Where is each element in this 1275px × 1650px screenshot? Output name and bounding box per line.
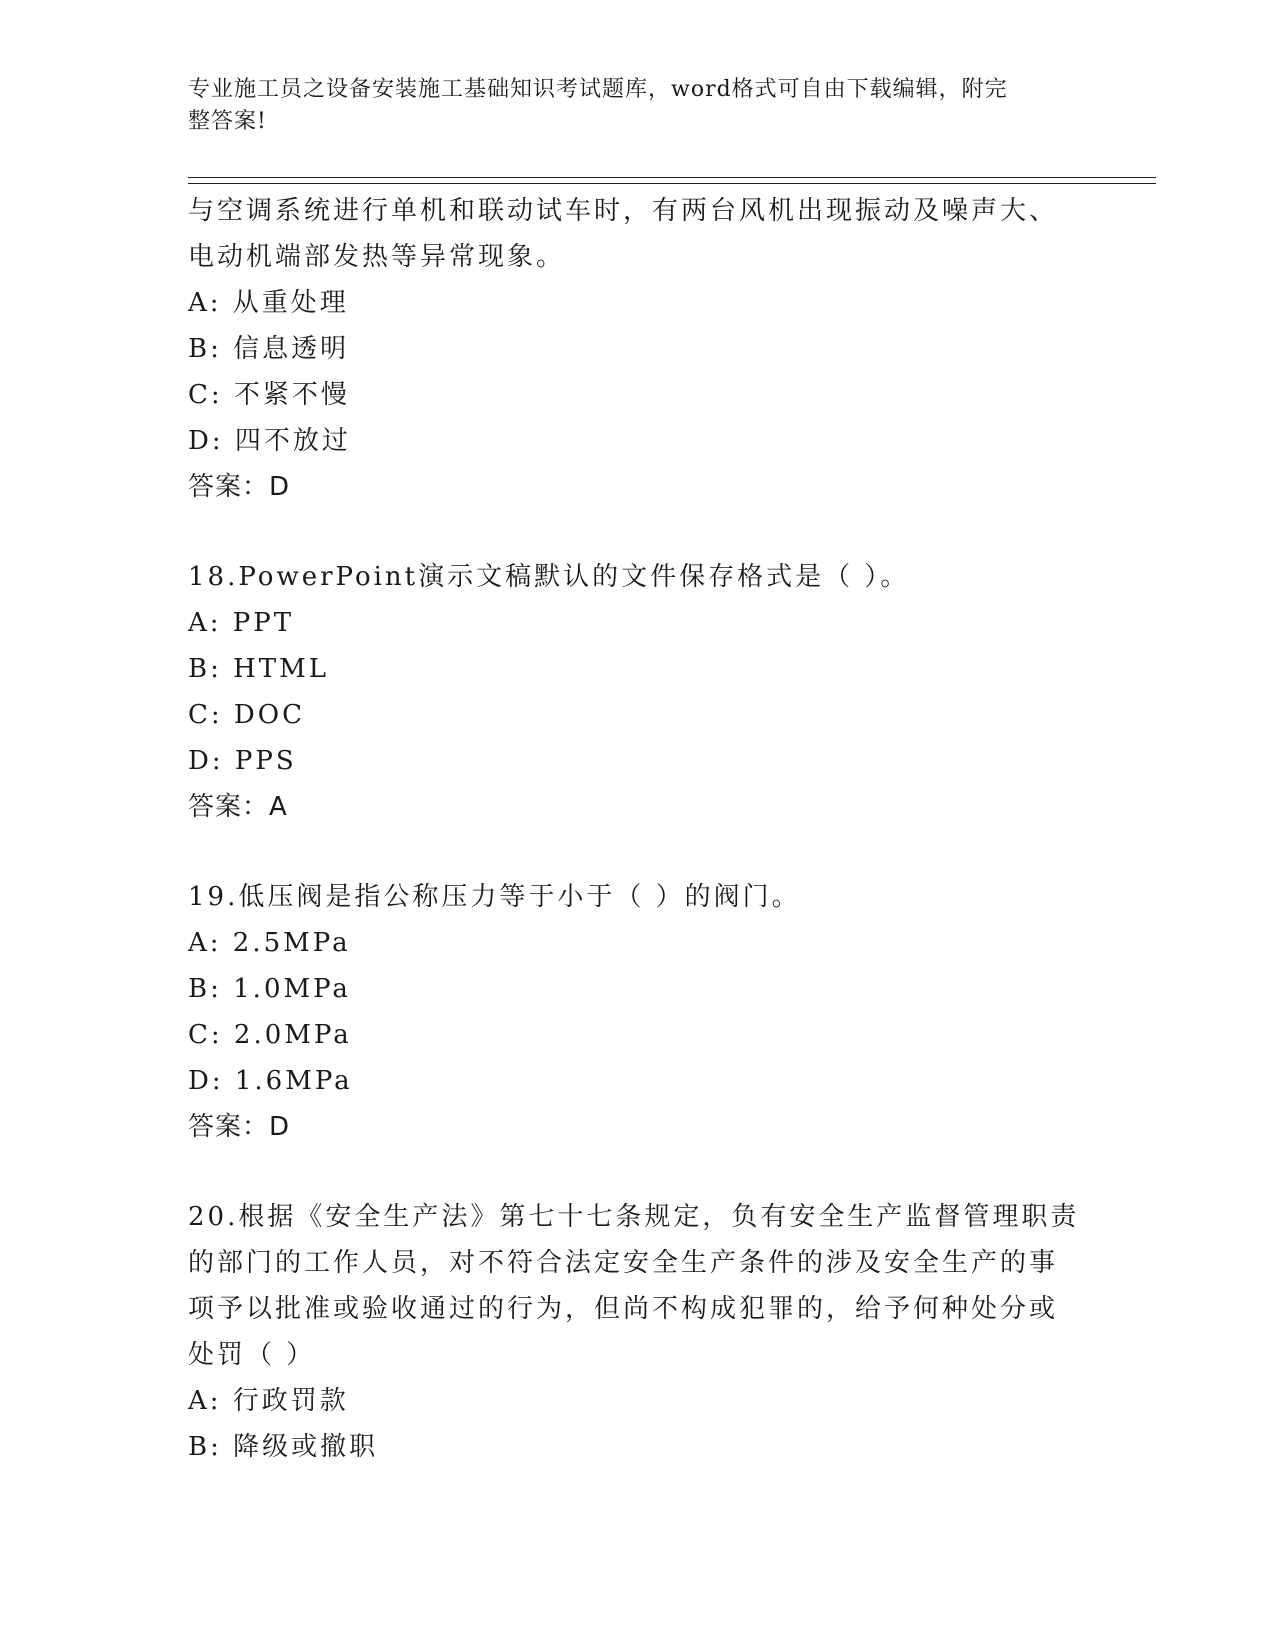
question-text-line: 项予以批准或验收通过的行为，但尚不构成犯罪的，给予何种处分或 <box>188 1294 1059 1324</box>
answer: 答案：D <box>188 472 291 502</box>
header-rule-top <box>188 177 1156 178</box>
question-20 <box>188 1194 1088 1470</box>
option-c: C: 2.0MPa <box>188 1020 352 1050</box>
option-b: B: HTML <box>188 654 330 684</box>
option-d: D: PPS <box>188 746 297 776</box>
option-d: D: 1.6MPa <box>188 1066 353 1096</box>
spacer <box>188 510 1088 554</box>
header-rule-bottom <box>188 183 1156 184</box>
question-list <box>188 188 1088 1470</box>
header-line-1: 专业施工员之设备安装施工基础知识考试题库，word格式可自由下载编辑，附完 <box>188 77 1008 102</box>
option-a: A: PPT <box>188 608 295 638</box>
question-text-line: 19.低压阀是指公称压力等于小于（ ）的阀门。 <box>188 882 801 912</box>
option-a: A: 2.5MPa <box>188 928 351 958</box>
option-a: A: 从重处理 <box>188 288 349 318</box>
question-text-line: 的部门的工作人员，对不符合法定安全生产条件的涉及安全生产的事 <box>188 1248 1059 1278</box>
question-text-line: 18.PowerPoint演示文稿默认的文件保存格式是（ ）。 <box>188 562 910 592</box>
question-text-line: 处罚（ ） <box>188 1340 316 1370</box>
document-header <box>188 74 1068 138</box>
question-text-line: 电动机端部发热等异常现象。 <box>188 242 566 272</box>
question-17 <box>188 188 1088 510</box>
answer: 答案：D <box>188 1112 291 1142</box>
option-d: D: 四不放过 <box>188 426 351 456</box>
spacer <box>188 1150 1088 1194</box>
option-b: B: 信息透明 <box>188 334 350 364</box>
option-a: A: 行政罚款 <box>188 1386 349 1416</box>
question-text-line: 20.根据《安全生产法》第七十七条规定，负有安全生产监督管理职责 <box>188 1202 1080 1232</box>
option-c: C: 不紧不慢 <box>188 380 350 410</box>
spacer <box>188 830 1088 874</box>
option-c: C: DOC <box>188 700 305 730</box>
option-b: B: 1.0MPa <box>188 974 351 1004</box>
question-18 <box>188 554 1088 830</box>
header-line-2: 整答案! <box>188 109 267 134</box>
option-b: B: 降级或撤职 <box>188 1432 379 1462</box>
question-19 <box>188 874 1088 1150</box>
question-text-line: 与空调系统进行单机和联动试车时，有两台风机出现振动及噪声大、 <box>188 196 1059 226</box>
answer: 答案：A <box>188 792 288 822</box>
